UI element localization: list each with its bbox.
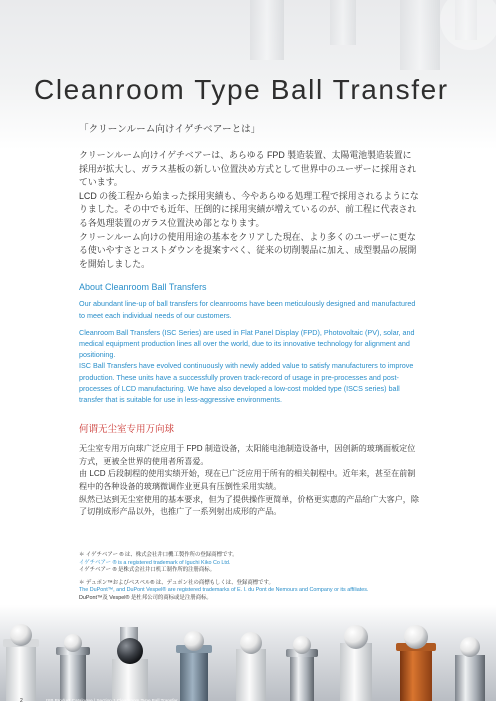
chinese-text-line: 由 LCD 后段制程的使用实绩开始，现在已广泛应用于所有的相关制程中。近年来，甚至在前制程中的各种设备的玻璃微调作业更具有压倒性采用实绩。: [79, 469, 416, 491]
chinese-text-line: 纵然已达到无尘室使用的基本要求，但为了提供操作更简单，价格更实惠的产品给广大客户，除了切削成形产品以外，也推广了一系列射出成形的产品。: [79, 494, 419, 517]
ball-transfer-photo: [0, 605, 496, 701]
chinese-heading: 何谓无尘室专用万向球: [79, 424, 175, 436]
note-japanese: ＊ イゲチベアー ® は、株式会社井口機工製作所の登録商標です。: [79, 552, 238, 558]
note-chinese: イゲチベアー ® 是株式会社井口机工制作所的注册商标。: [79, 567, 216, 574]
english-paragraph: [79, 327, 419, 361]
english-heading: About Cleanroom Ball Transfers: [79, 282, 207, 293]
japanese-text-line: LCD の後工程から始まった採用実績も、今やあらゆる処理工程で採用されるようになりました。その中でも近年、圧倒的に採用実績が増えているのが、前工程に代表される各処理装置のガラス位置決め部となります。: [79, 190, 419, 228]
english-text: Cleanroom Ball Transfers (ISC Series) are used in Flat Panel Display (FPD), Photovoltaic (PV), solar, and medical equipment production lines all over the world, due to its innovative technology for alignment and positioning.: [79, 327, 415, 360]
trademark-note: [79, 552, 439, 575]
note-chinese: DuPont™及 Vespel® 是杜邦公司的商标或是注册商标。: [79, 594, 212, 601]
chinese-text-line: 无尘室专用万向球广泛应用于 FPD 制造设备，太阳能电池制造设备中，因创新的玻璃面板定位方式，更被全世界的使用者所喜爱。: [79, 444, 416, 466]
note-english: The DuPont™, and DuPont Vespel® are registered trademarks of E. I. du Pont de Nemours and Company or its affiliates.: [79, 587, 369, 594]
japanese-text-line: クリーンルーム向けの使用用途の基本をクリアした現在、より多くのユーザーに更なる使いやすさとコストダウンを提案すべく、従来の切削製品に加え、成型製品の展開を開始しました。: [79, 231, 417, 269]
trademark-note: [79, 580, 439, 603]
footer-text: ISB Product Catalogue | Section 1 Cleanroom Type Ball Transfer: [46, 698, 178, 703]
note-english: イゲチベアー ® is a registered trademark of Iguchi Kiko Co Ltd.: [79, 559, 231, 566]
english-paragraph: ISC Ball Transfers have evolved continuously with newly added value to satisfy manufacturers to improve production. These units have a successfully proven track-record of usage in pre-processes and post-processes of LCD manufacturing. We have also developed a low-cost molded type (ISCS series) ball transfer that is suitable for use in less-aggressive environments.: [79, 361, 414, 404]
page-title: Cleanroom Type Ball Transfer: [34, 74, 449, 105]
japanese-heading: 「クリーンルーム向けイゲチベアーとは」: [79, 124, 261, 135]
page-number: 2: [20, 698, 23, 704]
chinese-paragraph: [79, 443, 419, 519]
english-paragraph: Our abundant line-up of ball transfers for cleanrooms have been meticulously designed and manufactured to meet each individual needs of our customers.: [79, 299, 416, 320]
japanese-text-line: クリーンルーム向けイゲチベアーは、あらゆる FPD 製造装置、太陽電池製造装置に採用が拡大し、ガラス基板の新しい位置決め方式として世界中のユーザーに採用されています。: [79, 150, 416, 188]
product-photo: [0, 605, 496, 701]
trademark-notes: [79, 552, 439, 608]
main-content: [79, 121, 419, 519]
note-japanese: ＊ デュポン™およびベスペル® は、デュポン社の商標もしくは、登録商標です。: [79, 579, 274, 586]
japanese-paragraph: [79, 149, 419, 271]
